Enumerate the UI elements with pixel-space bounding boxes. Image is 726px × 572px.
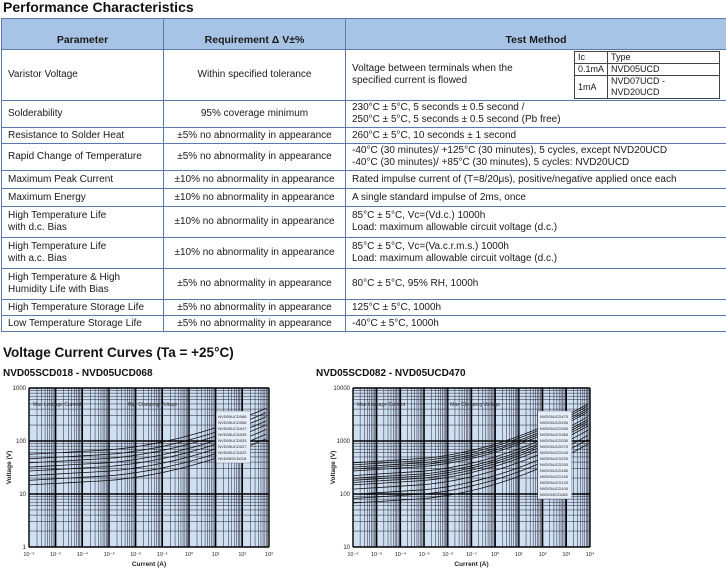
x-tick-label: 10⁰ [184, 552, 194, 558]
x-tick-label: 10¹ [514, 552, 523, 558]
ic-header: Ic [574, 52, 607, 64]
region-label-clamping: Max Clamping Voltage [450, 402, 501, 408]
x-tick-label: 10⁻⁴ [394, 552, 407, 558]
header-requirement: Requirement Δ V±% [164, 19, 346, 50]
method-line: 230°C ± 5°C, 5 seconds ± 0.5 second / [352, 102, 525, 113]
legend-entry: NVD05UCD240 [539, 450, 569, 455]
requirement-cell: ±5% no abnormality in appearance [164, 128, 346, 144]
x-tick-label: 10¹ [211, 552, 220, 558]
page-title: Performance Characteristics [3, 0, 194, 15]
legend-entry: NVD05UCD430 [539, 420, 569, 425]
legend-entry: NVD05UCD470 [539, 414, 569, 419]
method-cell [346, 101, 726, 128]
legend-entry: NVD05UCD270 [539, 444, 569, 449]
method-line: Load: maximum allowable circuit voltage (d.c.) [352, 222, 558, 233]
method-line: 85°C ± 5°C, Vc=(Va.c.r.m.s.) 1000h [352, 241, 509, 252]
param-line: with d.c. Bias [8, 222, 67, 233]
table-row [2, 316, 726, 332]
legend-entry: NVD05UCD027 [218, 444, 247, 449]
y-tick-label: 1000 [336, 439, 350, 445]
x-tick-label: 10³ [562, 552, 571, 558]
legend-entry: NVD05UCD120 [539, 480, 569, 485]
legend-entry: NVD05UCD100 [539, 486, 569, 491]
legend-entry: NVD05UCD360 [539, 432, 569, 437]
legend-entry: NVD05UCD039 [218, 432, 247, 437]
requirement-cell: Within specified tolerance [164, 50, 346, 101]
method-cell: -40°C ± 5°C, 1000h [346, 316, 726, 332]
legend-entry: NVD05UCD047 [218, 426, 247, 431]
x-tick-label: 10⁻² [130, 552, 142, 558]
y-tick-label: 10 [19, 492, 26, 498]
type-header: Type [608, 52, 720, 64]
method-line: 85°C ± 5°C, Vc=(Vd.c.) 1000h [352, 210, 486, 221]
legend-entry: NVD05UCD056 [218, 420, 247, 425]
y-tick-label: 10 [343, 545, 350, 551]
requirement-cell: ±10% no abnormality in appearance [164, 171, 346, 189]
header-parameter: Parameter [2, 19, 164, 50]
table-row [2, 207, 726, 238]
param-cell: Maximum Peak Current [2, 171, 164, 189]
x-tick-label: 10⁻⁴ [76, 552, 89, 558]
param-cell [2, 269, 164, 300]
y-axis-label: Voltage (V) [330, 450, 337, 485]
param-line: High Temperature Life [8, 210, 107, 221]
vi-chart-1 [0, 380, 300, 572]
table-row [2, 300, 726, 316]
method-cell: A single standard impulse of 2ms, once [346, 189, 726, 207]
method-cell [346, 144, 726, 171]
legend-entry: NVD05SCD082 [539, 492, 568, 497]
table-header-row [2, 19, 726, 50]
param-line: High Temperature Life [8, 241, 107, 252]
param-cell: Varistor Voltage [2, 50, 164, 101]
table-row [2, 50, 726, 101]
param-line: High Temperature & High [8, 272, 121, 283]
legend-entry: NVD05SCD018 [218, 456, 247, 461]
x-tick-label: 10⁻⁶ [23, 552, 35, 558]
region-label-leakage: Max Leakage Current [33, 402, 82, 408]
x-axis-label: Current (A) [131, 561, 167, 568]
method-line: -40°C (30 minutes)/ +85°C (30 minutes), 5 cycles: NVD20UCD [352, 157, 630, 168]
ic-table [574, 51, 720, 99]
requirement-cell: ±10% no abnormality in appearance [164, 189, 346, 207]
requirement-cell: ±10% no abnormality in appearance [164, 238, 346, 269]
method-cell [346, 207, 726, 238]
table-row [2, 238, 726, 269]
param-cell: Low Temperature Storage Life [2, 316, 164, 332]
requirement-cell: 95% coverage minimum [164, 101, 346, 128]
method-cell: Rated impulse current of (T=8/20μs), positive/negative applied once each [346, 171, 726, 189]
method-text: Voltage between terminals when the specified current is flowed [352, 63, 513, 86]
method-line: 250°C ± 5°C, 5 seconds ± 0.5 second (Pb free) [352, 114, 561, 125]
x-tick-label: 10⁻² [442, 552, 454, 558]
method-cell: 260°C ± 5°C, 10 seconds ± 1 second [346, 128, 726, 144]
chart-1-title: NVD05SCD018 - NVD05UCD068 [3, 368, 153, 379]
x-tick-label: 10⁻³ [103, 552, 115, 558]
x-tick-label: 10⁻⁶ [347, 552, 359, 558]
performance-table [1, 18, 726, 332]
y-tick-label: 100 [15, 439, 26, 445]
x-tick-label: 10⁰ [491, 552, 500, 558]
x-tick-label: 10⁻³ [418, 552, 430, 558]
method-line: Load: maximum allowable circuit voltage (d.c.) [352, 253, 558, 264]
legend-entry: NVD05UCD022 [218, 450, 247, 455]
legend-entry: NVD05UCD150 [539, 474, 569, 479]
ic-value: 1mA [574, 76, 607, 99]
y-tick-label: 1 [22, 545, 26, 551]
table-row [2, 171, 726, 189]
table-row [2, 189, 726, 207]
region-label-clamping: Max Clamping Voltage [127, 402, 178, 408]
legend-entry: NVD05UCD200 [539, 462, 569, 467]
param-cell [2, 207, 164, 238]
legend-entry: NVD05UCD330 [539, 438, 569, 443]
x-tick-label: 10² [238, 552, 247, 558]
curves-title: Voltage Current Curves (Ta = +25°C) [3, 345, 234, 360]
y-tick-label: 10000 [333, 386, 350, 392]
x-tick-label: 10² [538, 552, 547, 558]
method-cell: 125°C ± 5°C, 1000h [346, 300, 726, 316]
legend-entry: NVD05UCD220 [539, 456, 569, 461]
x-tick-label: 10⁻¹ [156, 552, 168, 558]
type-value: NVD07UCD - NVD20UCD [608, 76, 720, 99]
x-tick-label: 10³ [265, 552, 273, 558]
legend-entry: NVD05UCD068 [218, 414, 247, 419]
param-line: with a.c. Bias [8, 253, 67, 264]
param-cell: Resistance to Solder Heat [2, 128, 164, 144]
region-label-leakage: Max Leakage Current [357, 402, 406, 408]
x-tick-label: 10⁴ [585, 552, 595, 558]
x-tick-label: 10⁻⁵ [50, 552, 62, 558]
table-row [2, 269, 726, 300]
requirement-cell: ±5% no abnormality in appearance [164, 300, 346, 316]
method-line: -40°C (30 minutes)/ +125°C (30 minutes), 5 cycles, except NVD20UCD [352, 145, 668, 156]
param-cell: Maximum Energy [2, 189, 164, 207]
legend-entry: NVD05UCD180 [539, 468, 569, 473]
type-value: NVD05UCD [608, 64, 720, 76]
method-cell: 80°C ± 5°C, 95% RH, 1000h [346, 269, 726, 300]
vi-chart-2 [314, 380, 614, 572]
chart-2-title: NVD05SCD082 - NVD05UCD470 [316, 368, 466, 379]
requirement-cell: ±10% no abnormality in appearance [164, 207, 346, 238]
requirement-cell: ±5% no abnormality in appearance [164, 316, 346, 332]
param-cell [2, 238, 164, 269]
x-axis-label: Current (A) [454, 561, 489, 568]
table-row [2, 128, 726, 144]
header-test-method: Test Method [346, 19, 726, 50]
param-cell: Solderability [2, 101, 164, 128]
table-row [2, 101, 726, 128]
requirement-cell: ±5% no abnormality in appearance [164, 144, 346, 171]
y-tick-label: 100 [339, 492, 350, 498]
ic-value: 0.1mA [574, 64, 607, 76]
legend-entry: NVD05UCD033 [218, 438, 247, 443]
requirement-cell: ±5% no abnormality in appearance [164, 269, 346, 300]
x-tick-label: 10⁻¹ [466, 552, 477, 558]
table-row [2, 144, 726, 171]
method-cell [346, 50, 726, 101]
y-tick-label: 1000 [12, 386, 26, 392]
x-tick-label: 10⁻⁵ [371, 552, 383, 558]
param-cell: High Temperature Storage Life [2, 300, 164, 316]
legend-entry: NVD05UCD390 [539, 426, 569, 431]
y-axis-label: Voltage (V) [6, 450, 13, 485]
param-line: Humidity Life with Bias [8, 284, 109, 295]
param-cell: Rapid Change of Temperature [2, 144, 164, 171]
method-cell [346, 238, 726, 269]
